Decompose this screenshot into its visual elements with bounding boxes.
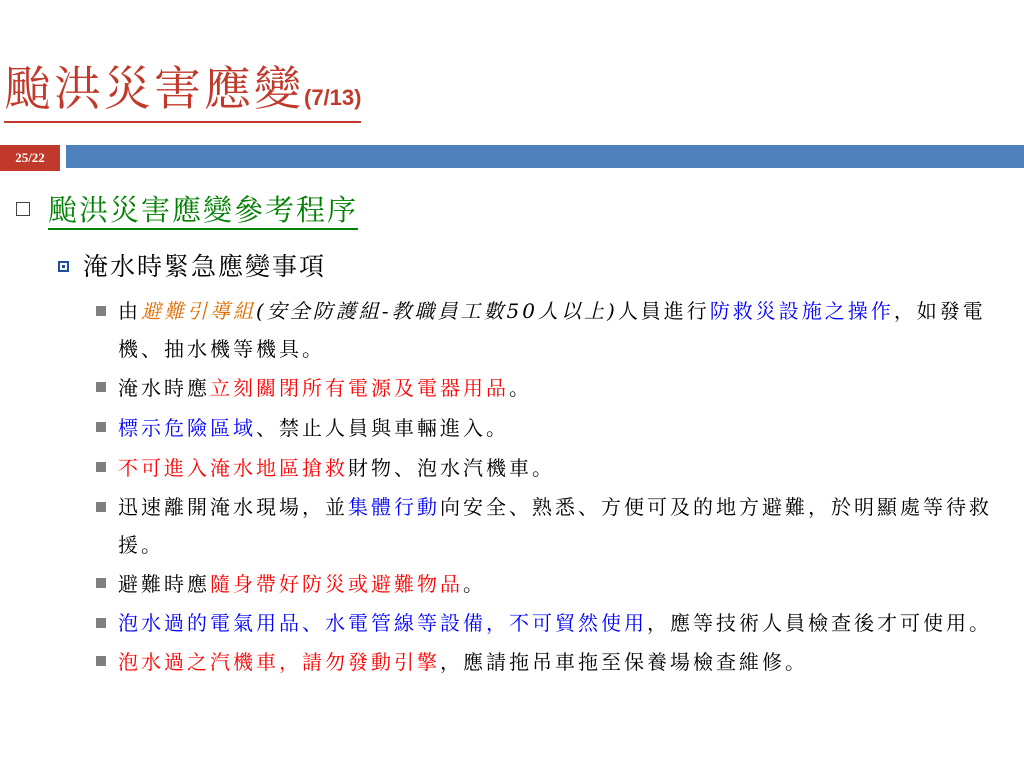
item-text: 避難時應 xyxy=(118,572,210,596)
item-text-highlight: 防救災設施之操作 xyxy=(709,299,894,323)
item-text: ，如發電機、抽水機等機具。 xyxy=(118,299,986,361)
item-text: 迅速離開淹水現場，並 xyxy=(118,495,348,519)
list-item xyxy=(96,564,1006,604)
item-text-highlight: 泡水過之汽機車，請勿發動引擎 xyxy=(118,650,440,674)
item-text: 。 xyxy=(463,572,486,596)
item-text: ，應等技術人員檢查後才可使用。 xyxy=(647,611,992,635)
item-text-italic: (安全防護組-教職員工數50人以上) xyxy=(256,299,618,323)
hollow-square-bullet-icon xyxy=(16,202,30,216)
level2-heading-text: 淹水時緊急應變事項 xyxy=(83,252,327,281)
item-text: 向安全、熟悉、方便可及的地方避難，於明顯處等待救援。 xyxy=(118,495,992,557)
item-text-highlight: 避難引導組 xyxy=(141,299,256,323)
list-item xyxy=(96,292,1006,368)
list-item xyxy=(96,408,1006,448)
list-item xyxy=(96,488,1006,564)
item-text: 。 xyxy=(509,376,532,400)
item-text-highlight: 不可進入淹水地區搶救 xyxy=(118,456,348,480)
item-text-highlight: 立刻關閉所有電源及電器用品 xyxy=(210,376,509,400)
level2-heading xyxy=(58,247,326,283)
square-bullet-icon xyxy=(58,261,69,272)
bullet-icon xyxy=(96,502,106,512)
item-text: 由 xyxy=(118,299,141,323)
slide-title-text: 颱洪災害應變 xyxy=(4,62,304,117)
list-item xyxy=(96,448,1006,488)
level1-heading xyxy=(16,188,358,229)
item-text: 財物、泡水汽機車。 xyxy=(348,456,555,480)
bullet-icon xyxy=(96,462,106,472)
bullet-icon xyxy=(96,618,106,628)
item-text: 淹水時應 xyxy=(118,376,210,400)
item-text-highlight: 集體行動 xyxy=(348,495,440,519)
page-number-text: 25/22 xyxy=(15,150,45,165)
item-text-highlight: 隨身帶好防災或避難物品 xyxy=(210,572,463,596)
bullet-icon xyxy=(96,422,106,432)
bullet-icon xyxy=(96,306,106,316)
bullet-icon xyxy=(96,578,106,588)
bullet-icon xyxy=(96,382,106,392)
item-text: ，應請拖吊車拖至保養場檢查維修。 xyxy=(440,650,808,674)
level1-heading-text: 颱洪災害應變參考程序 xyxy=(48,193,358,230)
bullet-list xyxy=(96,292,1006,682)
item-text: 人員進行 xyxy=(617,299,710,323)
item-text: 、禁止人員與車輛進入。 xyxy=(256,416,509,440)
slide-title-suffix: (7/13) xyxy=(304,85,362,110)
list-item xyxy=(96,368,1006,408)
bullet-icon xyxy=(96,656,106,666)
list-item xyxy=(96,642,1006,682)
item-text-highlight: 標示危險區域 xyxy=(118,416,256,440)
list-item xyxy=(96,604,1006,642)
item-text-highlight: 泡水過的電氣用品、水電管線等設備，不可貿然使用 xyxy=(118,611,647,635)
